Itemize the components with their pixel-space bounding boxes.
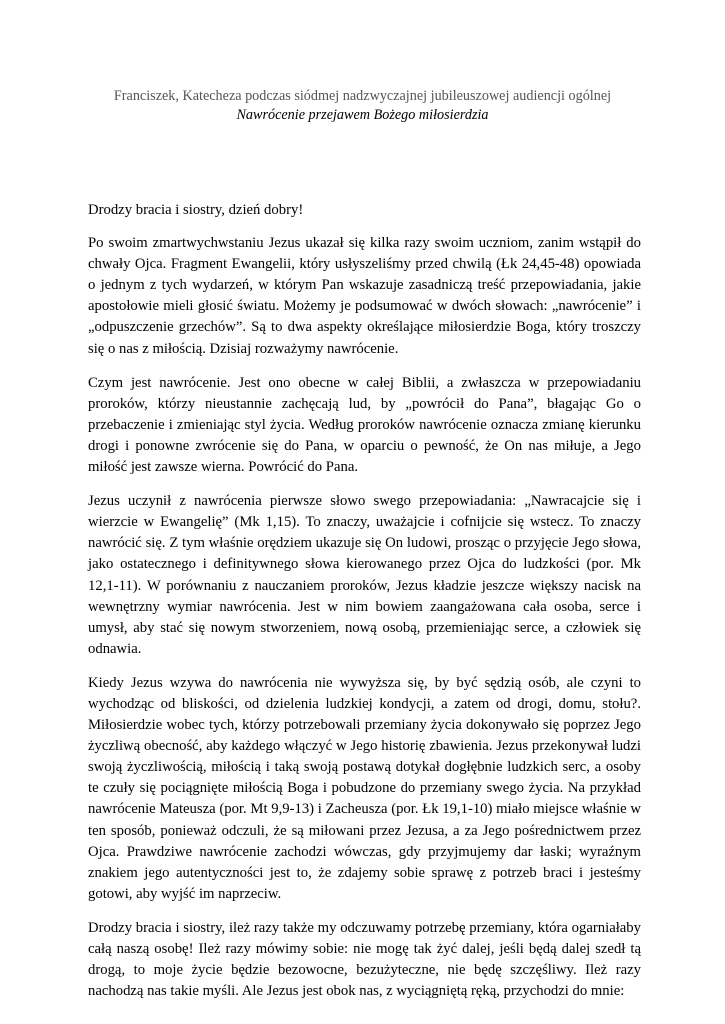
document-subtitle: Nawrócenie przejawem Bożego miłosierdzia [236, 107, 489, 123]
paragraph: Kiedy Jezus wzywa do nawrócenia nie wywyższa się, by być sędzią osób, ale czyni to wychodząc od bliskości, od dzielenia ludzkiej kondycji, a zatem od drogi, domu, stołu?. Miłosierdzie wobec tych, którzy potrzebowali przemiany życia dokonywało się poprzez Jego życzliwą obecność, aby każdego włączyć w Jego historię zbawienia. Jezus przekonywał ludzi swoją życzliwością, miłością i taką swoją postawą dotykał dogłębnie ludzkich serc, a osoby te czuły się pociągnięte miłością Boga i pobudzone do przemiany swego życia. Na przykład nawrócenie Mateusza (por. Mt 9,9-13) i Zacheusza (por. Łk 19,1-10) miało miejsce właśnie w ten sposób, ponieważ odczuli, że są miłowani przez Jezusa, a za Jego pośrednictwem przez Ojca. Prawdziwe nawrócenie zachodzi wówczas, gdy przyjmujemy dar łaski; wyraźnym znakiem jego autentyczności jest to, że zdajemy sobie sprawę z potrzeb braci i jesteśmy gotowi, aby wyjść im naprzeciw. [88, 674, 641, 902]
document-header [60, 87, 665, 125]
document-body [88, 200, 641, 1015]
paragraph: Drodzy bracia i siostry, ileż razy także my odczuwamy potrzebę przemiany, która ogarniałaby całą naszą osobę! Ileż razy mówimy sobie: nie mogę tak żyć dalej, jeśli będą dalej szedł tą drogą, to moje życie będzie bezowocne, bezużyteczne, nie będę szczęśliwy. Ileż razy nachodzą nas takie myśli. Ale Jezus jest obok nas, z wyciągniętą ręką, przychodzi do mnie: [88, 919, 641, 1000]
paragraph: Jezus uczynił z nawrócenia pierwsze słowo swego przepowiadania: „Nawracajcie się i wierzcie w Ewangelię” (Mk 1,15). To znaczy, uważajcie i cofnijcie się wstecz. To znaczy nawrócić się. Z tym właśnie orędziem ukazuje się On ludowi, prosząc o przyjęcie Jego słowa, jako ostatecznego i definitywnego słowa kierowanego przez Ojca do ludzkości (por. Mk 12,1-11). W porównaniu z nauczaniem proroków, Jezus kładzie jeszcze większy nacisk na wewnętrzny wymiar nawrócenia. Jest w nim bowiem zaangażowana cała osoba, serce i umysł, aby stać się nowym stworzeniem, nową osobą, przemieniając serce, a człowiek się odnawia. [88, 493, 641, 657]
paragraph: Po swoim zmartwychwstaniu Jezus ukazał się kilka razy swoim uczniom, zanim wstąpił do chwały Ojca. Fragment Ewangelii, który usłyszeliśmy przed chwilą (Łk 24,45-48) opowiada o jednym z tych wydarzeń, w którym Pan wskazuje zasadniczą treść przepowiadania, jakie apostołowie mieli głosić światu. Możemy je podsumować w dwóch słowach: „nawrócenie” i „odpuszczenie grzechów”. Są to dwa aspekty określające miłosierdzie Boga, który troszczy się o nas z miłością. Dzisiaj rozważymy nawrócenie. [88, 235, 641, 357]
document-title: Franciszek, Katecheza podczas siódmej nadzwyczajnej jubileuszowej audiencji ogólnej [113, 88, 612, 104]
paragraph: Czym jest nawrócenie. Jest ono obecne w całej Biblii, a zwłaszcza w przepowiadaniu proroków, którzy nieustannie zachęcają lud, by „powrócił do Pana”, błagając Go o przebaczenie i zmieniając styl życia. Według proroków nawrócenie oznacza zmianę kierunku drogi i ponowne zwrócenie się do Pana, w oparciu o pewność, że On nas miłuje, a Jego miłość jest zawsze wierna. Powrócić do Pana. [88, 374, 641, 476]
greeting-paragraph: Drodzy bracia i siostry, dzień dobry! [88, 202, 304, 218]
